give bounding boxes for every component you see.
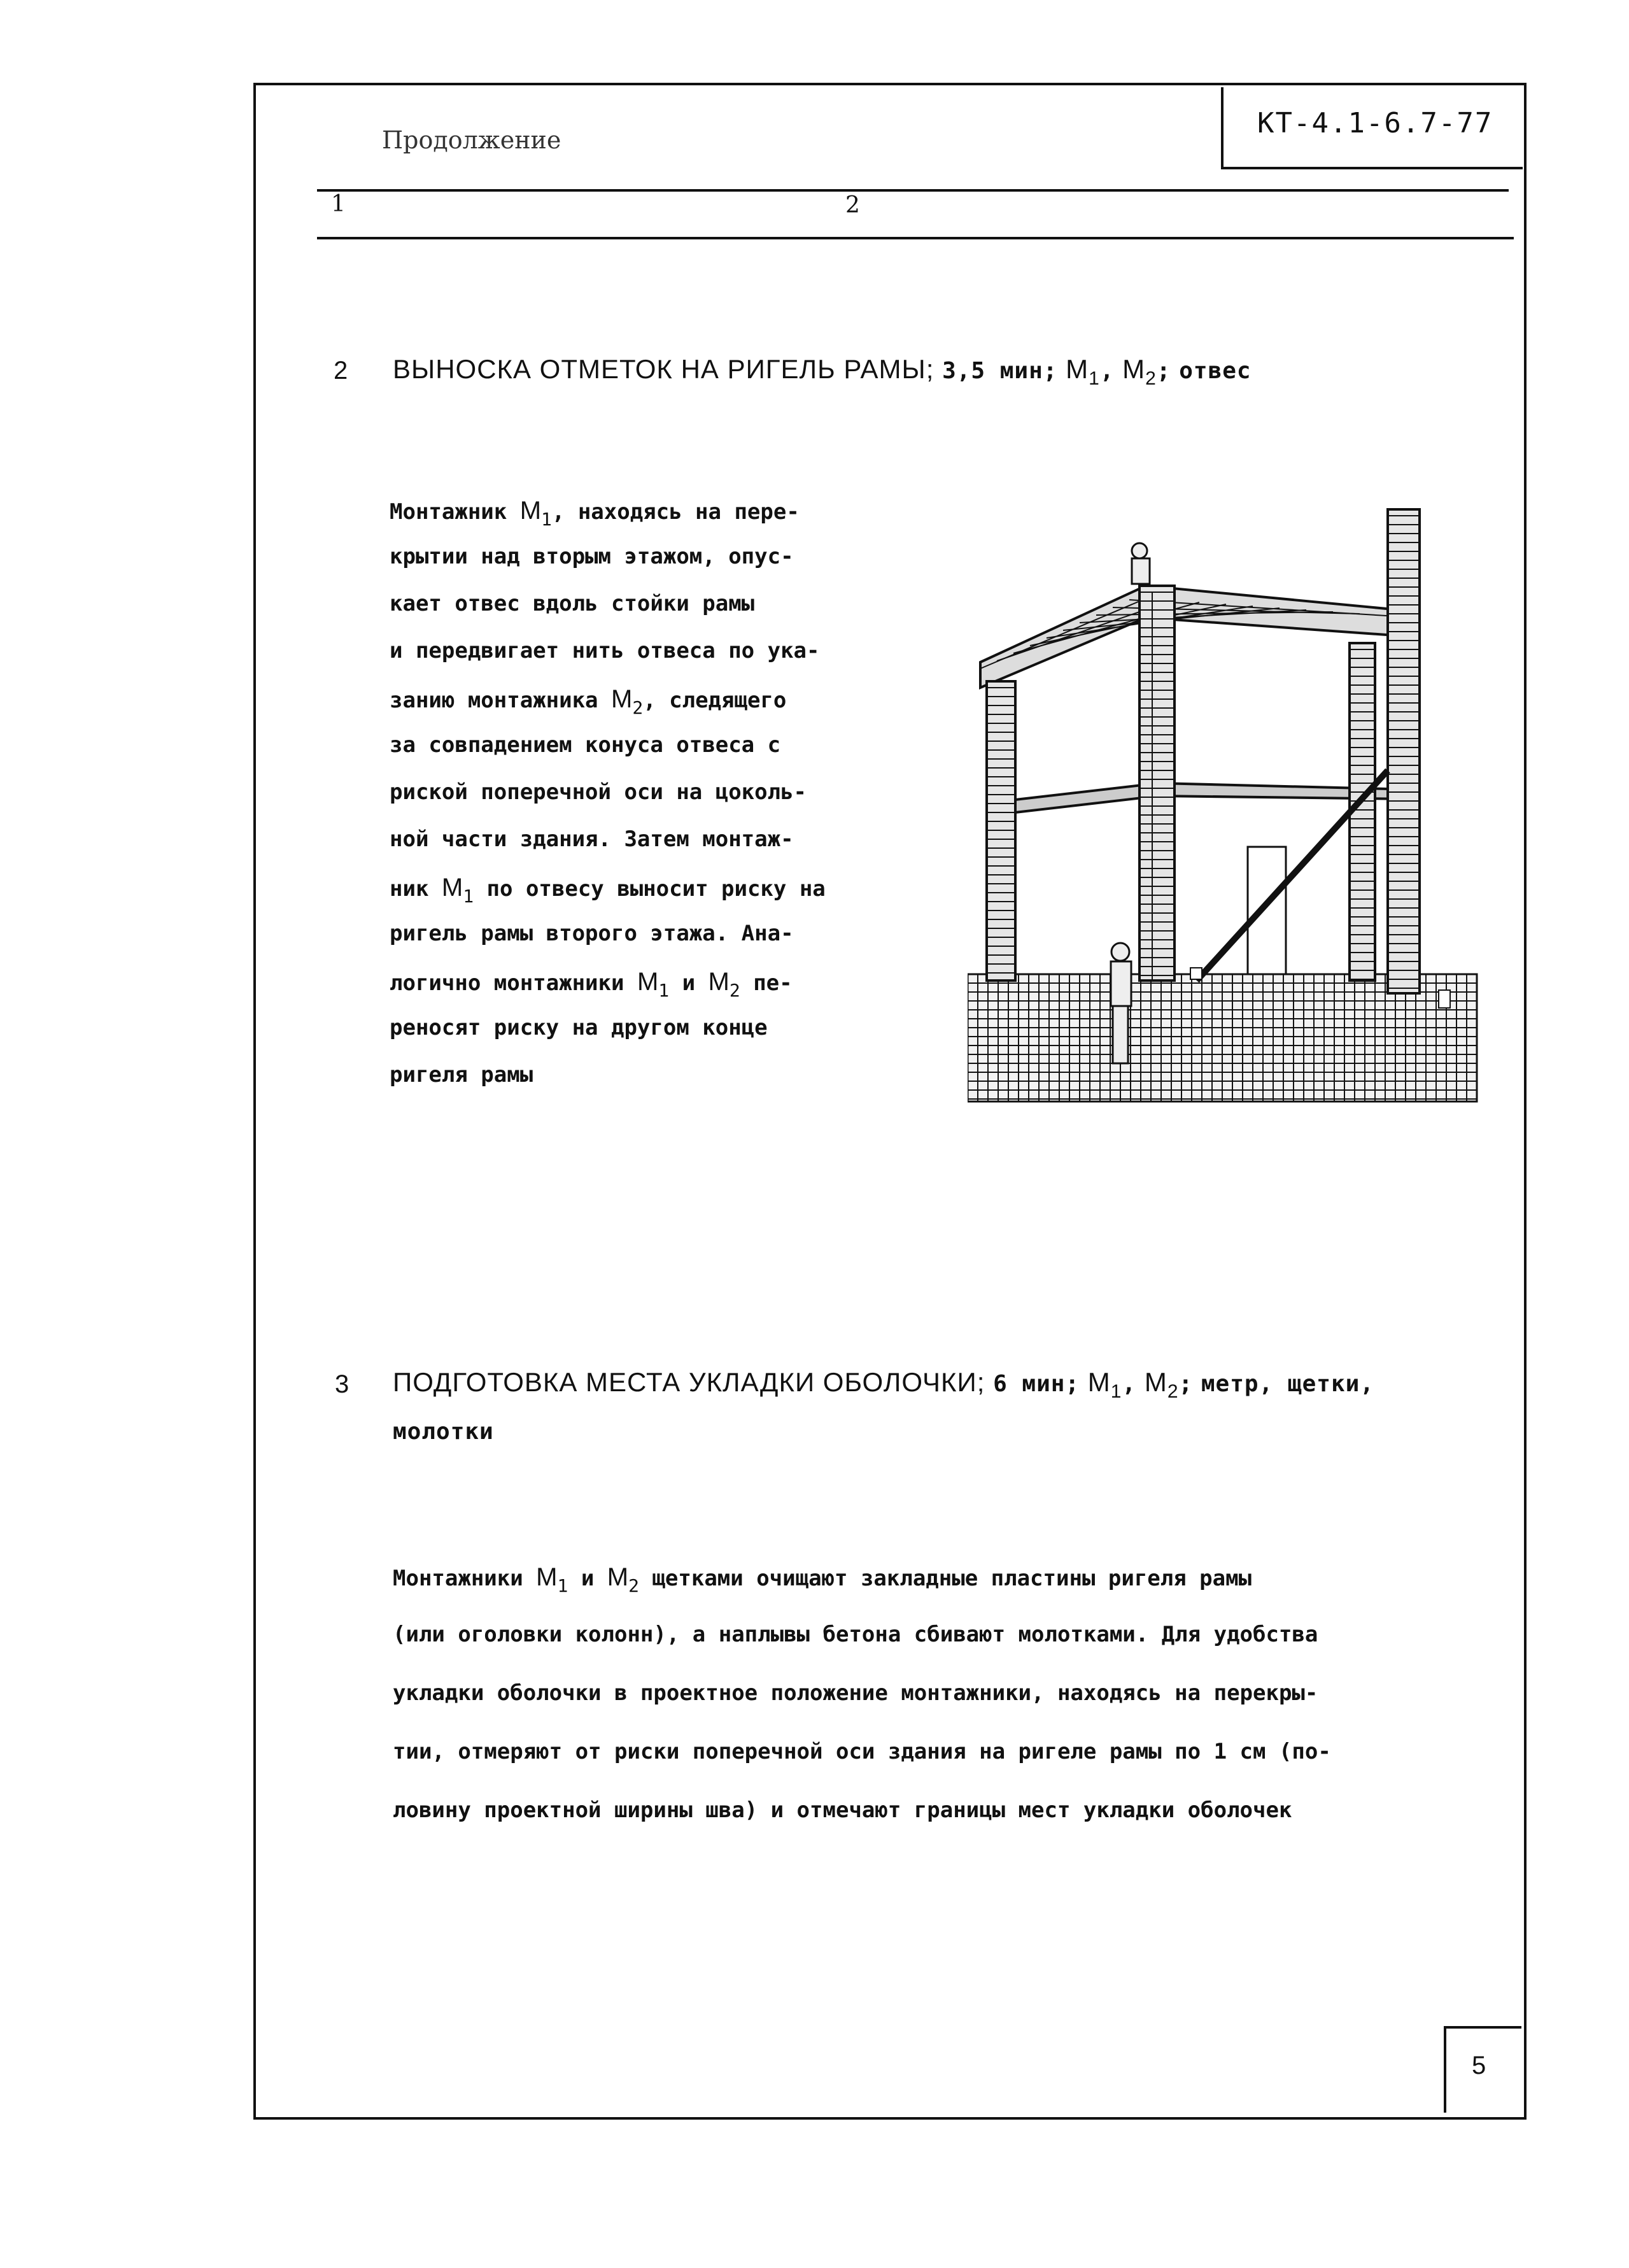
text-line <box>393 1797 1292 1823</box>
text-run: ригель рамы второго этажа. Ана- <box>390 921 794 946</box>
section-3-heading <box>393 1367 1374 1403</box>
doorway <box>1248 847 1286 974</box>
worker-symbol: М <box>536 1563 558 1591</box>
text-line <box>393 1622 1318 1647</box>
worker-m1: М <box>1066 354 1089 384</box>
section-3-tools: метр, щетки, <box>1201 1371 1374 1397</box>
text-line <box>393 1563 1252 1596</box>
header-rule-bottom <box>317 237 1514 239</box>
sep: , <box>1122 1371 1137 1397</box>
header-rule-top <box>317 189 1509 192</box>
worker-symbol: М <box>637 968 659 996</box>
section-3-title: ПОДГОТОВКА МЕСТА УКЛАДКИ ОБОЛОЧКИ; <box>393 1367 985 1397</box>
text-run: ник <box>390 876 442 902</box>
text-line <box>390 591 754 616</box>
doc-code: КТ-4.1-6.7-77 <box>1257 107 1493 139</box>
text-run: реносят риску на другом конце <box>390 1015 768 1040</box>
section-2-tool: отвес <box>1179 358 1252 384</box>
text-run: кает отвес вдоль стойки рамы <box>390 591 755 616</box>
section-3-number: 3 <box>335 1370 349 1398</box>
worker-subscript: 2 <box>632 697 644 718</box>
text-run: за совпадением конуса отвеса с <box>390 732 781 758</box>
text-line <box>390 1062 533 1088</box>
text-line <box>390 1015 768 1040</box>
text-line <box>390 921 794 946</box>
frame-construction-illustration <box>968 497 1490 1121</box>
worker-symbol: М <box>611 685 633 713</box>
section-2-number: 2 <box>334 357 348 385</box>
sep: ; <box>1156 358 1171 384</box>
text-line <box>390 779 807 805</box>
frame-columns <box>987 509 1420 993</box>
worker-m2: М <box>1144 1367 1167 1397</box>
text-run: Монтажники <box>393 1566 537 1591</box>
worker-subscript: 1 <box>463 886 474 907</box>
text-line <box>390 638 820 663</box>
text-run: , следящего <box>643 688 787 713</box>
text-run: , находясь на пере- <box>551 499 800 525</box>
worker-symbol: М <box>441 874 463 902</box>
text-line <box>390 826 794 852</box>
text-line <box>390 968 793 1001</box>
text-run: щетками очищают закладные пластины ригеля рамы <box>638 1566 1252 1591</box>
text-run: (или оголовки колонн), а наплывы бетона сбивают молотками. Для удобства <box>393 1622 1318 1647</box>
text-run: тии, отмеряют от риски поперечной оси здания на ригеле рамы по 1 см (по- <box>393 1739 1331 1764</box>
text-line <box>393 1739 1331 1764</box>
continuation-label: Продолжение <box>382 126 561 154</box>
worker-symbol: М <box>708 968 730 996</box>
text-run: ригеля рамы <box>390 1062 533 1088</box>
worker-m2-sub: 2 <box>1145 368 1157 389</box>
worker-symbol: М <box>607 1563 629 1591</box>
text-run: укладки оболочки в проектное положение монтажники, находясь на перекры- <box>393 1680 1318 1706</box>
sep: ; <box>1178 1371 1194 1397</box>
text-run: крытии над вторым этажом, опус- <box>390 544 794 569</box>
worker-top <box>1132 543 1150 584</box>
section-2-text <box>390 497 880 1133</box>
text-line <box>390 874 826 907</box>
sep: , <box>1099 358 1115 384</box>
worker-subscript: 1 <box>557 1575 568 1596</box>
section-3-tools-line2 <box>393 1415 494 1445</box>
text-run: и <box>669 970 709 996</box>
worker-m2-sub: 2 <box>1167 1381 1179 1402</box>
worker-m2: М <box>1122 354 1146 384</box>
worker-m1-sub: 1 <box>1089 368 1100 389</box>
worker-subscript: 1 <box>541 509 552 530</box>
text-run: Монтажник <box>390 499 520 525</box>
text-line <box>390 685 786 718</box>
worker-m1-sub: 1 <box>1110 1381 1122 1402</box>
worker-symbol: М <box>519 497 542 525</box>
section-2-duration: 3,5 мин; <box>942 358 1058 384</box>
text-run: ной части здания. Затем монтаж- <box>390 826 794 852</box>
text-line <box>390 544 794 569</box>
page-number: 5 <box>1472 2052 1486 2080</box>
text-run: риской поперечной оси на цоколь- <box>390 779 807 805</box>
text-run: по отвесу выносит риску на <box>474 876 826 902</box>
text-line <box>390 732 780 758</box>
text-run: занию монтажника <box>390 688 611 713</box>
section-2-heading <box>393 354 1252 390</box>
text-run: и передвигает нить отвеса по ука- <box>390 638 820 663</box>
text-run: ловину проектной ширины шва) и отмечают границы мест укладки оболочек <box>393 1797 1292 1823</box>
section-3-duration: 6 мин; <box>993 1371 1080 1397</box>
text-run: и <box>568 1566 607 1591</box>
section-3-text <box>393 1563 1488 1882</box>
worker-subscript: 2 <box>729 980 740 1001</box>
text-run: пе- <box>740 970 793 996</box>
tools-line2-text: молотки <box>393 1419 494 1445</box>
worker-m1: М <box>1087 1367 1111 1397</box>
worker-bottom <box>1111 943 1131 1063</box>
text-line <box>393 1680 1318 1706</box>
worker-subscript: 2 <box>628 1575 639 1596</box>
section-2-title: ВЫНОСКА ОТМЕТОК НА РИГЕЛЬ РАМЫ; <box>393 354 934 384</box>
text-line <box>390 497 800 530</box>
column-number-2: 2 <box>845 192 860 218</box>
column-number-1: 1 <box>331 191 346 217</box>
worker-subscript: 1 <box>658 980 670 1001</box>
text-run: логично монтажники <box>390 970 637 996</box>
